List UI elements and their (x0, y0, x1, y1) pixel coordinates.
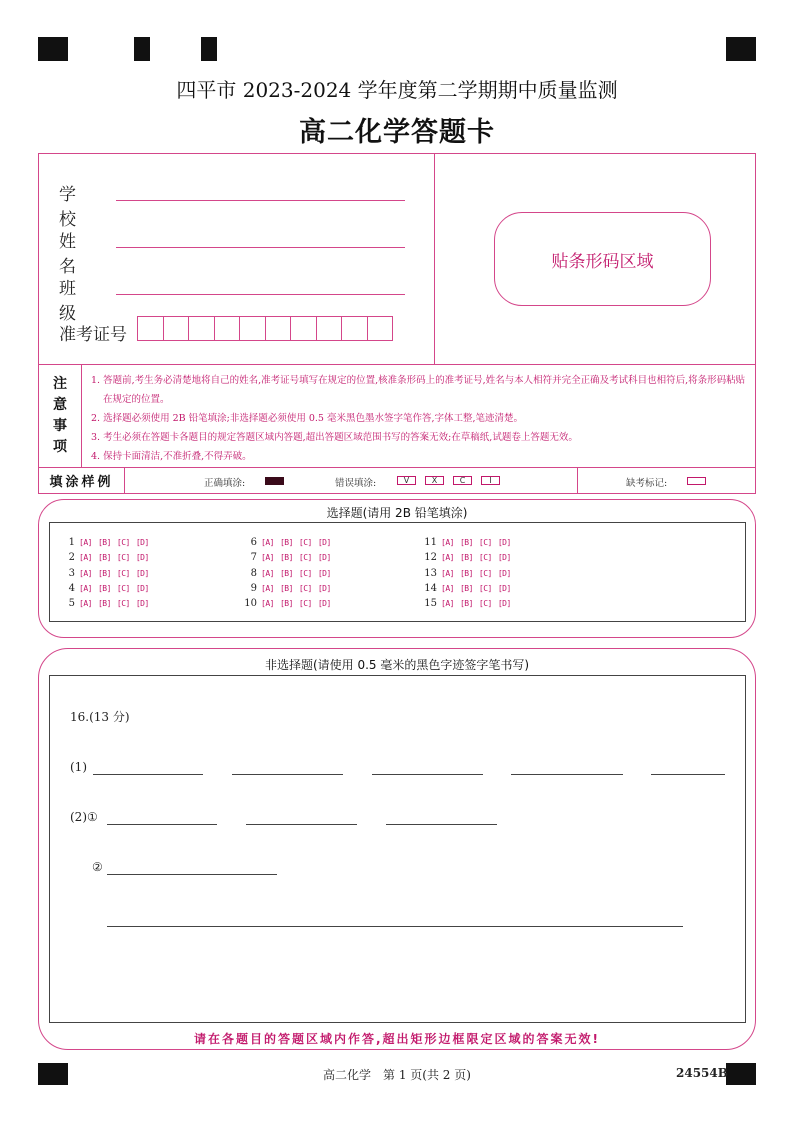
card-title: 高二化学答题卡 (299, 117, 495, 148)
mc-question-row (60, 550, 155, 565)
mc-option-bubble[interactable]: [B] (459, 583, 473, 593)
mc-question-number: 8 (250, 567, 257, 579)
mc-question-number: 7 (250, 552, 257, 564)
mc-option-bubble[interactable]: [B] (279, 553, 293, 563)
id-digit-box[interactable] (137, 316, 164, 341)
fill-sample-row (38, 468, 756, 494)
mc-question-number: 9 (250, 582, 257, 594)
name-label: 姓名 (59, 232, 90, 277)
mc-option-bubble[interactable]: [B] (459, 568, 473, 578)
school-input-line[interactable] (116, 200, 405, 201)
class-label: 班级 (59, 279, 90, 324)
barcode-label: 贴条形码区域 (551, 251, 654, 272)
id-digit-box[interactable] (341, 316, 368, 341)
notice-items (91, 371, 749, 466)
mc-option-bubble[interactable]: [D] (497, 583, 511, 593)
mc-option-bubble[interactable]: [A] (79, 583, 92, 593)
exam-id-field (59, 320, 127, 345)
mc-question-row (60, 535, 155, 550)
mc-question-row (60, 566, 155, 581)
answer-line[interactable] (107, 824, 217, 825)
mc-question-number: 13 (424, 567, 437, 579)
notice-heading (39, 365, 82, 467)
mc-option-bubble[interactable]: [A] (79, 553, 92, 563)
mc-option-bubble[interactable]: [C] (116, 568, 130, 578)
name-input-line[interactable] (116, 247, 405, 248)
mc-option-bubble[interactable]: [A] (261, 583, 274, 593)
school-field (59, 180, 117, 230)
wrong-fill-circle-icon: C (453, 476, 472, 485)
notice-item: 2. 选择题必须使用 2B 铅笔填涂;非选择题必须使用 0.5 毫米黑色墨水签字笔作答,字体工整,笔迹清楚。 (91, 413, 524, 424)
id-digit-box[interactable] (188, 316, 215, 341)
id-digit-box[interactable] (316, 316, 343, 341)
mc-question-number: 12 (424, 552, 437, 564)
registration-mark (201, 37, 217, 61)
mc-option-bubble[interactable]: [A] (79, 599, 92, 609)
mc-option-bubble[interactable]: [C] (478, 583, 492, 593)
mc-question-number: 3 (68, 567, 75, 579)
mc-option-bubble[interactable]: [C] (298, 553, 312, 563)
mc-option-bubble[interactable]: [D] (497, 553, 511, 563)
id-digit-box[interactable] (214, 316, 241, 341)
exam-id-boxes[interactable] (138, 316, 393, 341)
mc-question-number: 11 (424, 537, 437, 548)
registration-mark (134, 37, 150, 61)
mc-question-row (60, 596, 155, 611)
mc-question-number: 10 (244, 598, 257, 610)
school-label: 学校 (59, 185, 90, 230)
part-2-label: (2)① (70, 810, 98, 824)
card-code: 24554B (676, 1066, 728, 1080)
mc-question-row (60, 581, 155, 596)
correct-fill-label: 正确填涂: (204, 478, 246, 489)
divider (434, 154, 435, 364)
mc-question-number: 6 (250, 537, 257, 548)
mc-option-bubble[interactable]: [B] (459, 599, 473, 609)
mc-column (422, 535, 517, 611)
mc-option-bubble[interactable]: [B] (97, 583, 111, 593)
mc-question-number: 4 (68, 582, 75, 594)
mc-option-bubble[interactable]: [D] (497, 599, 511, 609)
mc-option-bubble[interactable]: [D] (317, 583, 331, 593)
mc-column (60, 535, 155, 611)
mc-question-number: 5 (68, 598, 75, 610)
free-response-section (38, 648, 756, 1050)
mc-option-bubble[interactable]: [B] (279, 568, 293, 578)
mc-option-bubble[interactable]: [C] (298, 538, 312, 547)
answer-line[interactable] (651, 774, 725, 775)
mc-option-bubble[interactable]: [C] (478, 538, 492, 547)
mc-question-number: 15 (424, 598, 437, 610)
mc-option-bubble[interactable]: [A] (79, 568, 92, 578)
correct-fill-mark (265, 477, 284, 485)
mc-option-bubble[interactable]: [C] (116, 538, 130, 547)
notice-item: 1. 答题前,考生务必清楚地将自己的姓名,准考证号填写在规定的位置,核准条形码上的准考证号,姓名与本人相符并完全正确及考试科目也相符后,将条形码粘贴在规定的位置。 (91, 375, 746, 405)
id-digit-box[interactable] (290, 316, 317, 341)
mc-option-bubble[interactable]: [B] (279, 583, 293, 593)
mc-option-bubble[interactable]: [D] (135, 568, 149, 578)
id-digit-box[interactable] (265, 316, 292, 341)
wrong-fill-label: 错误填涂: (335, 478, 377, 489)
multiple-choice-grid (49, 522, 746, 622)
part-1-label: (1) (70, 760, 87, 774)
mc-column (242, 535, 337, 611)
id-digit-box[interactable] (239, 316, 266, 341)
answer-area-warning: 请在各题目的答题区域内作答,超出矩形边框限定区域的答案无效! (193, 1032, 601, 1046)
class-input-line[interactable] (116, 294, 405, 295)
mc-option-bubble[interactable]: [D] (317, 553, 331, 563)
mc-question-row (422, 596, 517, 611)
absent-mark-label: 缺考标记: (626, 478, 668, 489)
mc-option-bubble[interactable]: [C] (478, 553, 492, 563)
exam-id-label: 准考证号 (59, 325, 127, 345)
name-field (59, 227, 117, 277)
class-field (59, 274, 117, 324)
answer-line[interactable] (93, 774, 203, 775)
multiple-choice-title: 选择题(请用 2B 铅笔填涂) (326, 506, 468, 520)
mc-question-row (422, 566, 517, 581)
mc-question-row (242, 566, 337, 581)
id-digit-box[interactable] (163, 316, 190, 341)
free-response-area (49, 675, 746, 1023)
mc-option-bubble[interactable]: [B] (97, 599, 111, 609)
fill-sample-heading: 填涂样例 (39, 468, 125, 493)
mc-option-bubble[interactable]: [C] (116, 583, 130, 593)
mc-option-bubble[interactable]: [A] (261, 568, 274, 578)
mc-option-bubble[interactable]: [A] (441, 568, 454, 578)
notice-item: 4. 保持卡面清洁,不准折叠,不得弄破。 (91, 451, 252, 462)
registration-mark (726, 37, 756, 61)
mc-option-bubble[interactable]: [D] (135, 538, 149, 547)
mc-option-bubble[interactable]: [B] (97, 568, 111, 578)
answer-line[interactable] (511, 774, 623, 775)
mc-option-bubble[interactable]: [C] (116, 599, 130, 609)
notice-heading-char: 事 (53, 418, 67, 434)
answer-line[interactable] (246, 824, 357, 825)
mc-option-bubble[interactable]: [D] (317, 599, 331, 609)
answer-line[interactable] (372, 774, 483, 775)
answer-line[interactable] (107, 926, 683, 927)
mc-option-bubble[interactable]: [C] (478, 599, 492, 609)
mc-option-bubble[interactable]: [A] (79, 538, 92, 547)
mc-question-number: 14 (424, 582, 437, 594)
mc-question-row (422, 550, 517, 565)
part-2b-label: ② (92, 860, 103, 874)
mc-option-bubble[interactable]: [A] (261, 553, 274, 563)
wrong-fill-line-icon: I (481, 476, 500, 485)
page-footer: 高二化学 第 1 页(共 2 页) (323, 1068, 471, 1082)
mc-option-bubble[interactable]: [D] (497, 538, 511, 547)
question-16-label: 16.(13 分) (70, 710, 130, 724)
mc-question-row (242, 581, 337, 596)
answer-line[interactable] (386, 824, 497, 825)
multiple-choice-section (38, 499, 756, 638)
mc-question-number: 2 (68, 552, 75, 564)
mc-option-bubble[interactable]: [C] (298, 583, 312, 593)
mc-option-bubble[interactable]: [D] (135, 553, 149, 563)
answer-line[interactable] (107, 874, 277, 875)
mc-option-bubble[interactable]: [D] (497, 568, 511, 578)
mc-option-bubble[interactable]: [A] (261, 599, 274, 609)
mc-question-row (242, 596, 337, 611)
mc-question-row (242, 535, 337, 550)
notice-heading-char: 注 (53, 376, 67, 392)
wrong-fill-check-icon: V (397, 476, 416, 485)
student-info-box (38, 153, 756, 365)
divider (577, 468, 578, 493)
mc-option-bubble[interactable]: [C] (298, 599, 312, 609)
mc-option-bubble[interactable]: [D] (317, 538, 331, 547)
barcode-area (494, 212, 711, 306)
wrong-fill-cross-icon: X (425, 476, 444, 485)
mc-option-bubble[interactable]: [C] (116, 553, 130, 563)
exam-title: 四平市 2023-2024 学年度第二学期期中质量监测 (176, 78, 618, 102)
id-digit-box[interactable] (367, 316, 394, 341)
free-response-title: 非选择题(请使用 0.5 毫米的黑色字迹签字笔书写) (264, 658, 530, 672)
mc-option-bubble[interactable]: [B] (279, 599, 293, 609)
registration-mark (38, 37, 68, 61)
mc-option-bubble[interactable]: [B] (459, 538, 473, 547)
mc-option-bubble[interactable]: [A] (441, 583, 454, 593)
mc-question-row (242, 550, 337, 565)
mc-option-bubble[interactable]: [A] (441, 599, 454, 609)
notice-heading-char: 意 (53, 397, 67, 413)
mc-question-row (422, 535, 517, 550)
mc-option-bubble[interactable]: [B] (279, 538, 293, 547)
mc-option-bubble[interactable]: [B] (97, 538, 111, 547)
answer-line[interactable] (232, 774, 343, 775)
mc-question-number: 1 (68, 537, 75, 548)
mc-option-bubble[interactable]: [C] (298, 568, 312, 578)
mc-option-bubble[interactable]: [A] (441, 553, 454, 563)
mc-option-bubble[interactable]: [D] (135, 599, 149, 609)
notice-section (38, 365, 756, 468)
notice-item: 3. 考生必须在答题卡各题目的规定答题区域内答题,超出答题区域范围书写的答案无效;在草稿纸,试题卷上答题无效。 (91, 432, 578, 443)
mc-option-bubble[interactable]: [A] (261, 538, 274, 547)
mc-option-bubble[interactable]: [D] (317, 568, 331, 578)
mc-option-bubble[interactable]: [D] (135, 583, 149, 593)
mc-option-bubble[interactable]: [B] (97, 553, 111, 563)
notice-heading-char: 项 (53, 439, 67, 455)
mc-option-bubble[interactable]: [B] (459, 553, 473, 563)
mc-question-row (422, 581, 517, 596)
absent-mark-box[interactable] (687, 477, 706, 485)
mc-option-bubble[interactable]: [C] (478, 568, 492, 578)
mc-option-bubble[interactable]: [A] (441, 538, 454, 547)
